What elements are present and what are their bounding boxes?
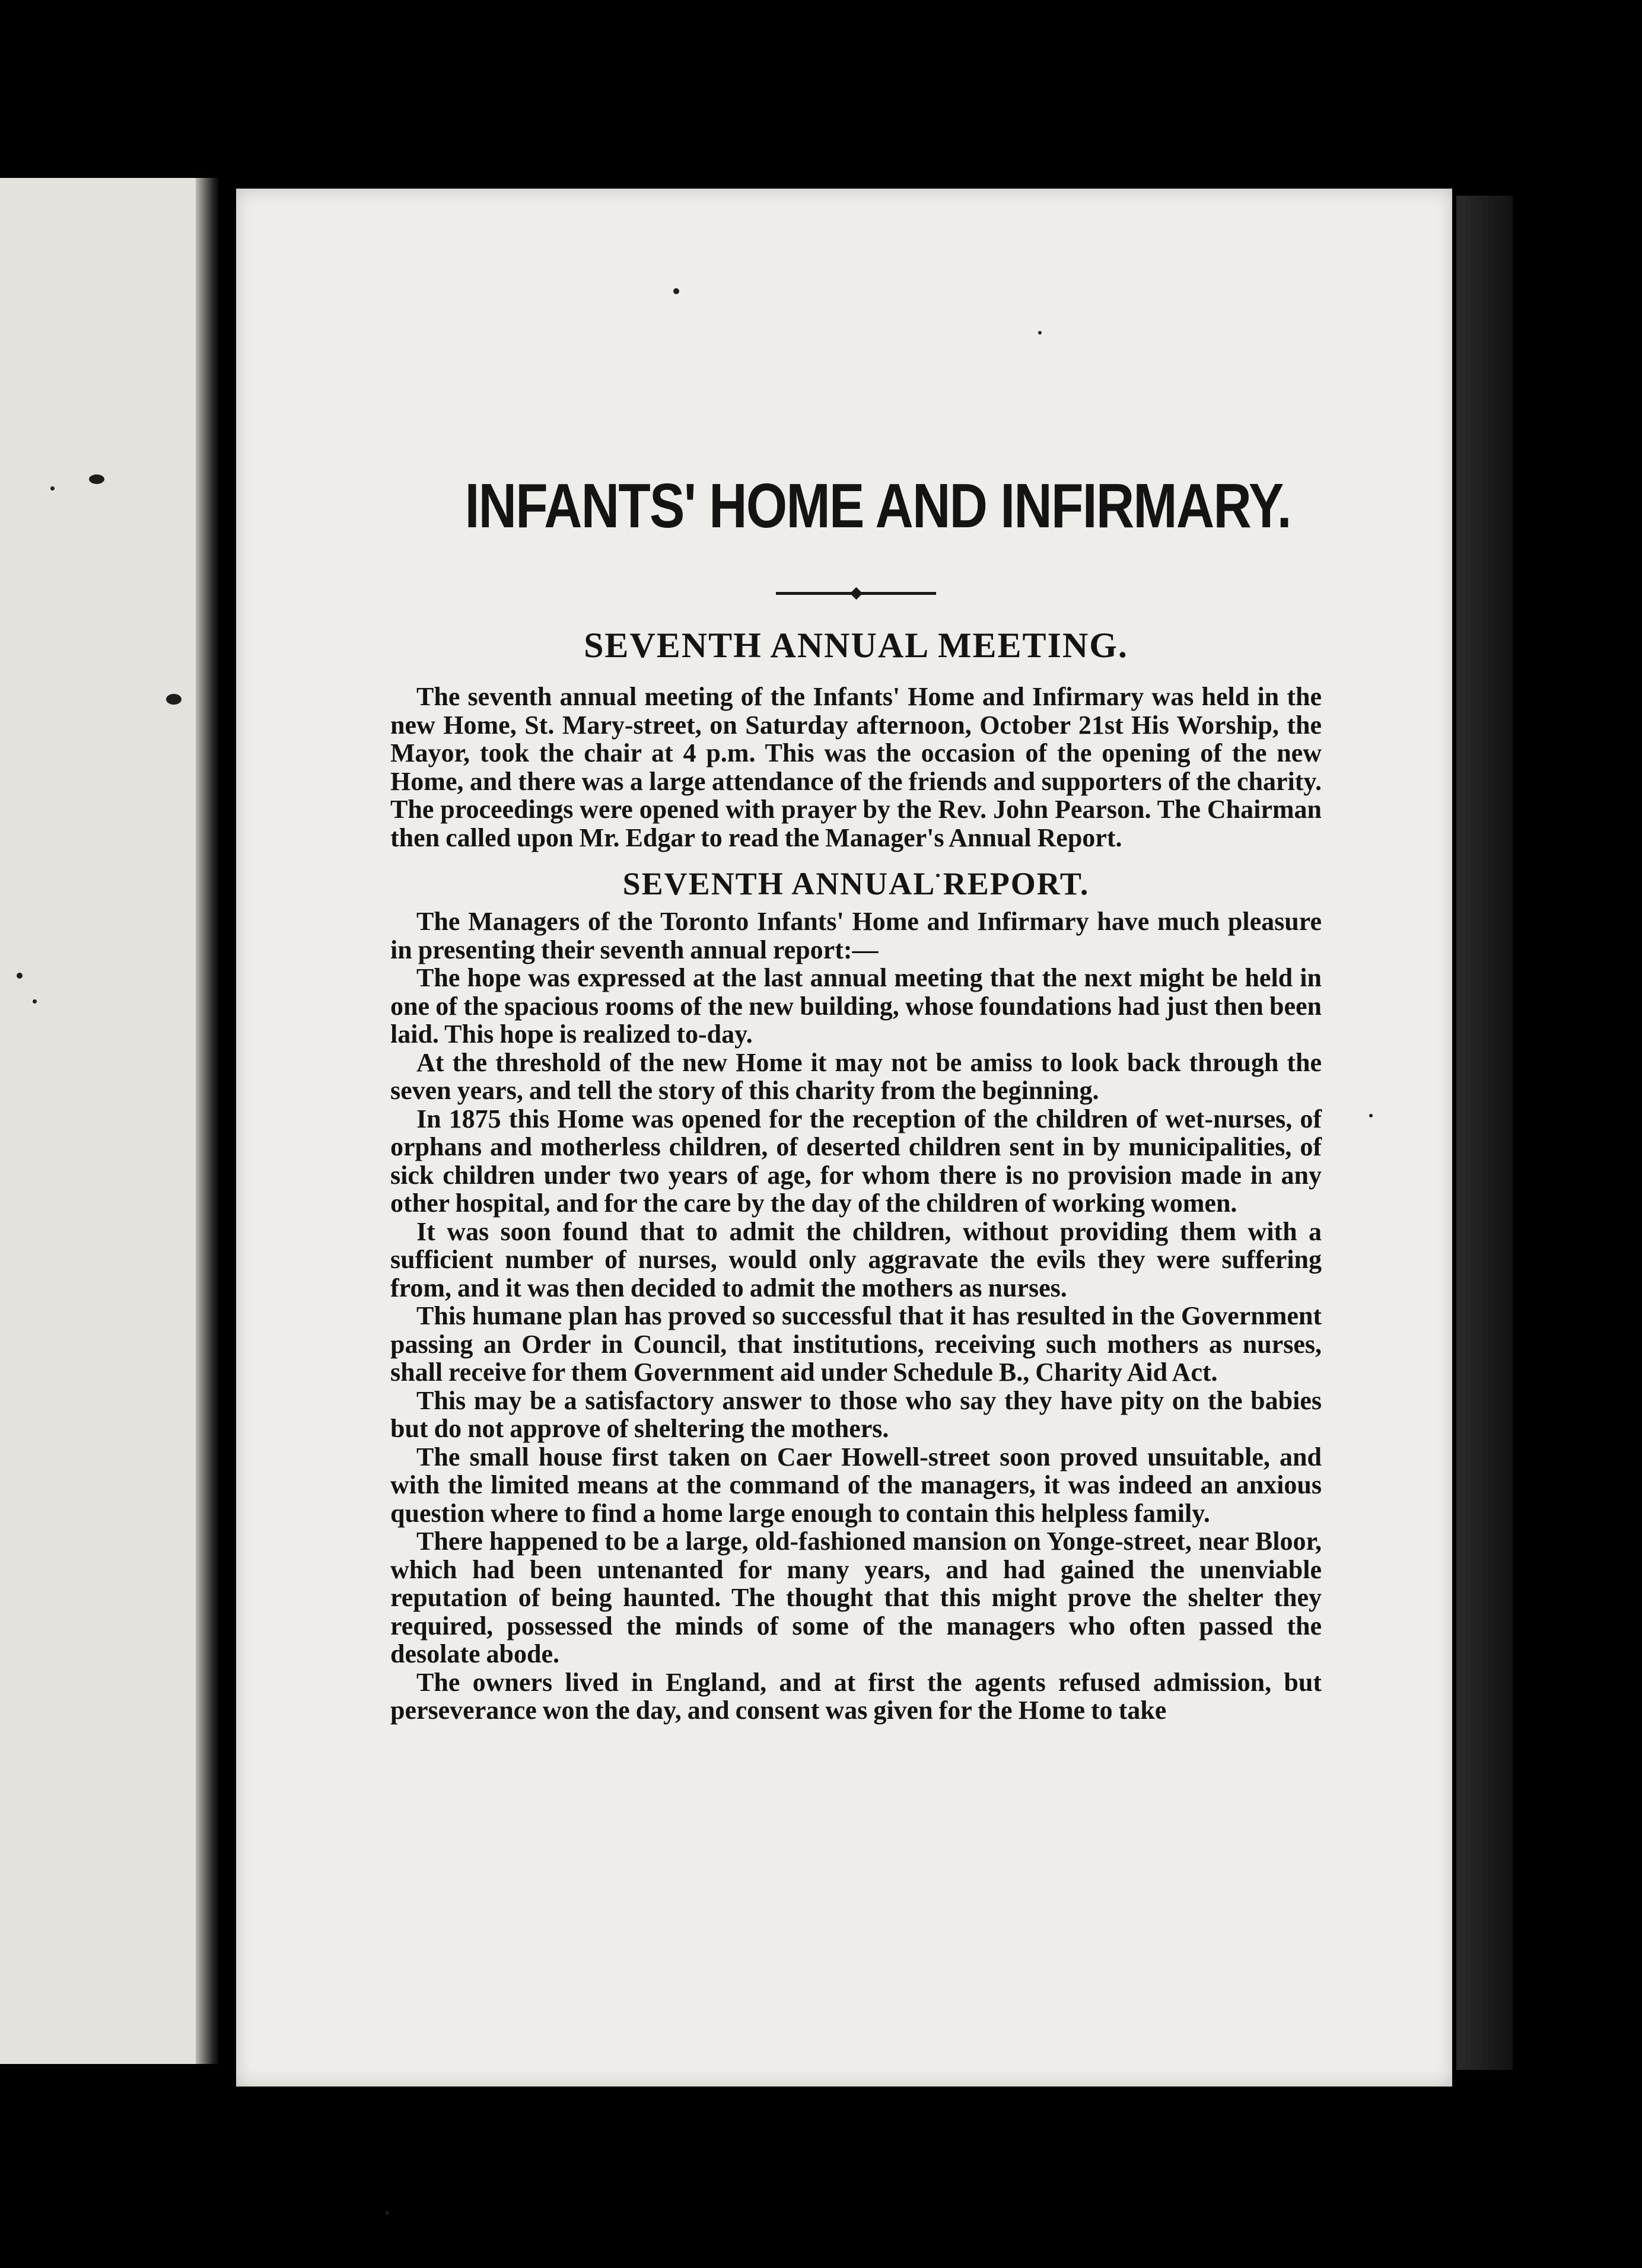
ink-speck xyxy=(386,2211,389,2215)
document-content xyxy=(390,455,1322,1725)
book-spine xyxy=(218,178,236,2100)
report-paragraph: There happened to be a large, old-fashioned mansion on Yonge-street, near Bloor, which had been untenanted for many years, and had gained the unenviable reputation of being haunted. The thought that this might prove the shelter they required, possessed the minds of some of the managers who often passed the desolate abode. xyxy=(390,1527,1322,1668)
report-heading: SEVENTH ANNUAL REPORT. xyxy=(622,866,1090,902)
ink-speck xyxy=(1369,1114,1373,1117)
document-title: INFANTS' HOME AND INFIRMARY. xyxy=(464,471,1291,541)
ink-speck xyxy=(89,474,104,484)
report-paragraph: The Managers of the Toronto Infants' Home and Infirmary have much pleasure in presenting their seventh annual report:— xyxy=(390,907,1322,964)
left-page-gutter xyxy=(196,178,219,2064)
right-page-edge xyxy=(1456,196,1513,2070)
left-page-edge xyxy=(0,178,202,2064)
ink-speck xyxy=(166,694,182,705)
ornamental-rule xyxy=(776,592,936,595)
document-page xyxy=(236,189,1452,2087)
report-paragraph: This humane plan has proved so successful that it has resulted in the Government passing an Order in Council, that institutions, receiving such mothers as nurses, shall receive for them Government aid under Schedule B., Charity Aid Act. xyxy=(390,1301,1322,1387)
ink-speck xyxy=(17,973,23,979)
report-paragraph: It was soon found that to admit the children, without providing them with a sufficient number of nurses, would only aggravate the evils they were suffering from, and it was then decided to admit the mothers as nurses. xyxy=(390,1216,1322,1302)
report-paragraph: In 1875 this Home was opened for the reception of the children of wet-nurses, of orphans and motherless children, of deserted children sent in by municipalities, of sick children under two years of age, for whom there is no provision made in any other hospital, and for the care by the day of the children of working women. xyxy=(390,1104,1322,1218)
rule-ornament xyxy=(850,587,863,600)
report-paragraph: The hope was expressed at the last annual meeting that the next might be held in one of the spacious rooms of the new building, whose foundations had just then been laid. This hope is realized to-day. xyxy=(390,963,1322,1049)
report-paragraph: The small house first taken on Caer Howell-street soon proved unsuitable, and with the limited means at the command of the managers, it was indeed an anxious question where to find a home large enough to contain this helpless family. xyxy=(390,1442,1322,1528)
meeting-paragraph: The seventh annual meeting of the Infants' Home and Infirmary was held in the new Home, St. Mary-street, on Saturday afternoon, October 21st His Worship, the Mayor, took the chair at 4 p.m. This was the occasion of the opening of the new Home, and there was a large attendance of the friends and supporters of the charity. The proceedings were opened with prayer by the Rev. John Pearson. The Chairman then called upon Mr. Edgar to read the Manager's Annual Report. xyxy=(390,682,1322,852)
ink-speck xyxy=(33,999,37,1004)
report-paragraph: The owners lived in England, and at first the agents refused admission, but perseverance won the day, and consent was given for the Home to take xyxy=(390,1667,1322,1725)
ink-speck xyxy=(673,288,679,294)
report-paragraph: At the threshold of the new Home it may not be amiss to look back through the seven years, and tell the story of this charity from the beginning. xyxy=(390,1047,1322,1105)
report-paragraph: This may be a satisfactory answer to those who say they have pity on the babies but do not approve of sheltering the mothers. xyxy=(390,1385,1322,1443)
ink-speck xyxy=(1038,331,1042,335)
meeting-heading: SEVENTH ANNUAL MEETING. xyxy=(584,626,1128,665)
ink-speck xyxy=(50,486,55,490)
